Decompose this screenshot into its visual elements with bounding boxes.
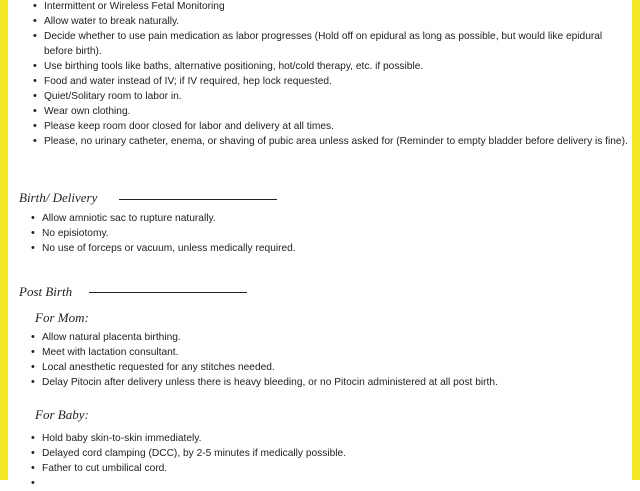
birth-delivery-heading: Birth/ Delivery (19, 190, 98, 205)
list-item: • Allow water to break naturally. (32, 14, 630, 29)
list-item: • Allow amniotic sac to rupture naturally. (30, 211, 620, 226)
for-mom-heading: For Mom: (35, 310, 89, 325)
yellow-frame-left (0, 0, 8, 480)
list-item: • No use of forceps or vacuum, unless medically required. (30, 241, 620, 256)
birth-delivery-list (30, 211, 620, 256)
birth-plan-document (8, 0, 632, 480)
birth-delivery-rule (119, 199, 277, 200)
for-baby-list (30, 431, 630, 476)
post-birth-rule (89, 292, 247, 293)
list-item: • Local anesthetic requested for any stitches needed. (30, 360, 630, 375)
list-item: • Wear own clothing. (32, 104, 630, 119)
labor-list (32, 0, 630, 149)
list-item: • Intermittent or Wireless Fetal Monitoring (32, 0, 630, 14)
list-item: • Father to cut umbilical cord. (30, 461, 630, 476)
list-item: • Delayed cord clamping (DCC), by 2-5 minutes if medically possible. (30, 446, 630, 461)
list-item: • Meet with lactation consultant. (30, 345, 630, 360)
list-item: • Allow natural placenta birthing. (30, 330, 630, 345)
list-item: • Hold baby skin-to-skin immediately. (30, 431, 630, 446)
for-mom-list (30, 330, 630, 390)
list-item: • No episiotomy. (30, 226, 620, 241)
post-birth-heading: Post Birth (19, 284, 73, 299)
list-item: • Please keep room door closed for labor and delivery at all times. (32, 119, 630, 134)
list-item: • Please, no urinary catheter, enema, or shaving of pubic area unless asked for (Reminder to empty bladder before delivery is fine). (32, 134, 630, 149)
yellow-frame-right (632, 0, 640, 480)
list-item: • Quiet/Solitary room to labor in. (32, 89, 630, 104)
list-item: • Use birthing tools like baths, alternative positioning, hot/cold therapy, etc. if possible. (32, 59, 630, 74)
list-item: • Delay Pitocin after delivery unless there is heavy bleeding, or no Pitocin administered at all post birth. (30, 375, 630, 390)
for-baby-heading: For Baby: (35, 407, 89, 422)
list-item: • Decide whether to use pain medication as labor progresses (Hold off on epidural as long as possible, but would like epidural before birth). (32, 29, 630, 59)
list-item: • Food and water instead of IV; if IV required, hep lock requested. (32, 74, 630, 89)
